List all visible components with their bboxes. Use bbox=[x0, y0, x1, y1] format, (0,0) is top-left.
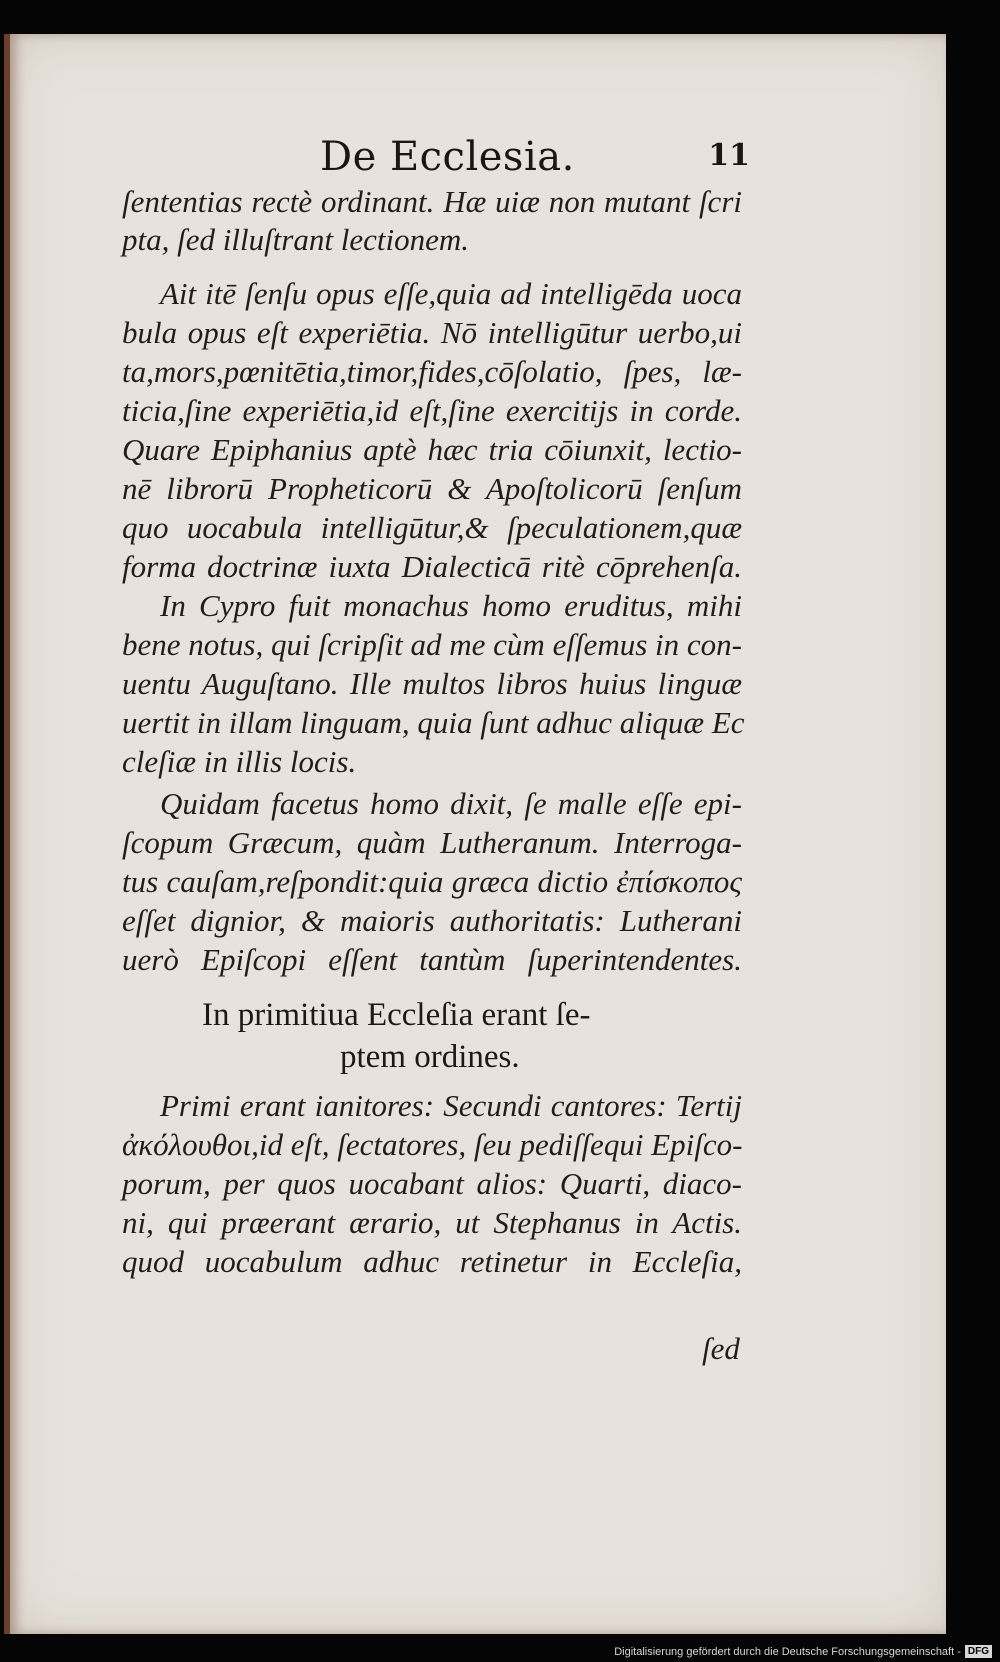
text-line: forma doctrinæ iuxta Dialecticā ritè cōprehenſa. bbox=[122, 549, 742, 584]
text-line: Quidam facetus homo dixit, ſe malle eſſe epi- bbox=[160, 786, 742, 821]
dfg-logo-icon: DFG bbox=[965, 1645, 992, 1658]
text-line: ἀκόλουθοι,id eſt, ſectatores, ſeu pediſſequi Epiſco- bbox=[122, 1127, 743, 1162]
text-line: ni, qui præerant ærario, ut Stephanus in Actis. bbox=[122, 1205, 742, 1240]
text-line: ta,mors,pœnitētia,timor,fides,cōſolatio, ſpes, læ- bbox=[122, 354, 742, 389]
text-line: Quare Epiphanius aptè hæc tria cōiunxit, lectio- bbox=[122, 432, 742, 467]
text-line: In Cypro fuit monachus homo eruditus, mihi bbox=[160, 588, 742, 623]
text-line: uertit in illam linguam, quia ſunt adhuc aliquæ Ec bbox=[122, 705, 745, 740]
text-line: bula opus eſt experiētia. Nō intelligūtur uerbo,ui bbox=[122, 315, 742, 350]
text-line: quod uocabulum adhuc retinetur in Eccleſia, bbox=[122, 1244, 742, 1279]
section-heading-line1: In primitiua Eccleſia erant ſe- bbox=[202, 997, 591, 1033]
text-line: Ait itē ſenſu opus eſſe,quia ad intelligēda uoca bbox=[160, 276, 742, 311]
text-line: ſcopum Græcum, quàm Lutheranum. Interroga- bbox=[122, 825, 742, 860]
catchword: ſed bbox=[702, 1331, 740, 1366]
text-line: uerò Epiſcopi eſſent tantùm ſuperintendentes. bbox=[122, 942, 742, 977]
credit-text: Digitalisierung gefördert durch die Deutsche Forschungsgemeinschaft - bbox=[614, 1645, 961, 1658]
text-line: porum, per quos uocabant alios: Quarti, diaco- bbox=[122, 1166, 742, 1201]
digitization-credit bbox=[614, 1645, 992, 1658]
running-title: De Ecclesia. bbox=[320, 134, 575, 180]
text-line: uentu Auguſtano. Ille multos libros huius linguæ bbox=[122, 666, 742, 701]
text-line: nē librorū Propheticorū & Apoſtolicorū ſenſum bbox=[122, 471, 742, 506]
text-line: ſententias rectè ordinant. Hæ uiæ non mutant ſcri bbox=[122, 184, 742, 219]
text-line: tus cauſam,reſpondit:quia græca dictio ἐπίσκοπος bbox=[122, 864, 742, 899]
text-line: pta, ſed illuſtrant lectionem. bbox=[122, 222, 469, 257]
text-line: ticia,ſine experiētia,id eſt,ſine exercitijs in corde. bbox=[122, 393, 742, 428]
book-page bbox=[4, 34, 946, 1634]
text-line: eſſet dignior, & maioris authoritatis: Lutherani bbox=[122, 903, 742, 938]
section-heading-line2: ptem ordines. bbox=[340, 1039, 520, 1075]
text-line: Primi erant ianitores: Secundi cantores: Tertij bbox=[160, 1088, 742, 1123]
text-line: quo uocabula intelligūtur,& ſpeculationem,quæ bbox=[122, 510, 742, 545]
folio-number: 11 bbox=[708, 138, 750, 173]
text-line: cleſiæ in illis locis. bbox=[122, 744, 357, 779]
text-line: bene notus, qui ſcripſit ad me cùm eſſemus in con- bbox=[122, 627, 742, 662]
